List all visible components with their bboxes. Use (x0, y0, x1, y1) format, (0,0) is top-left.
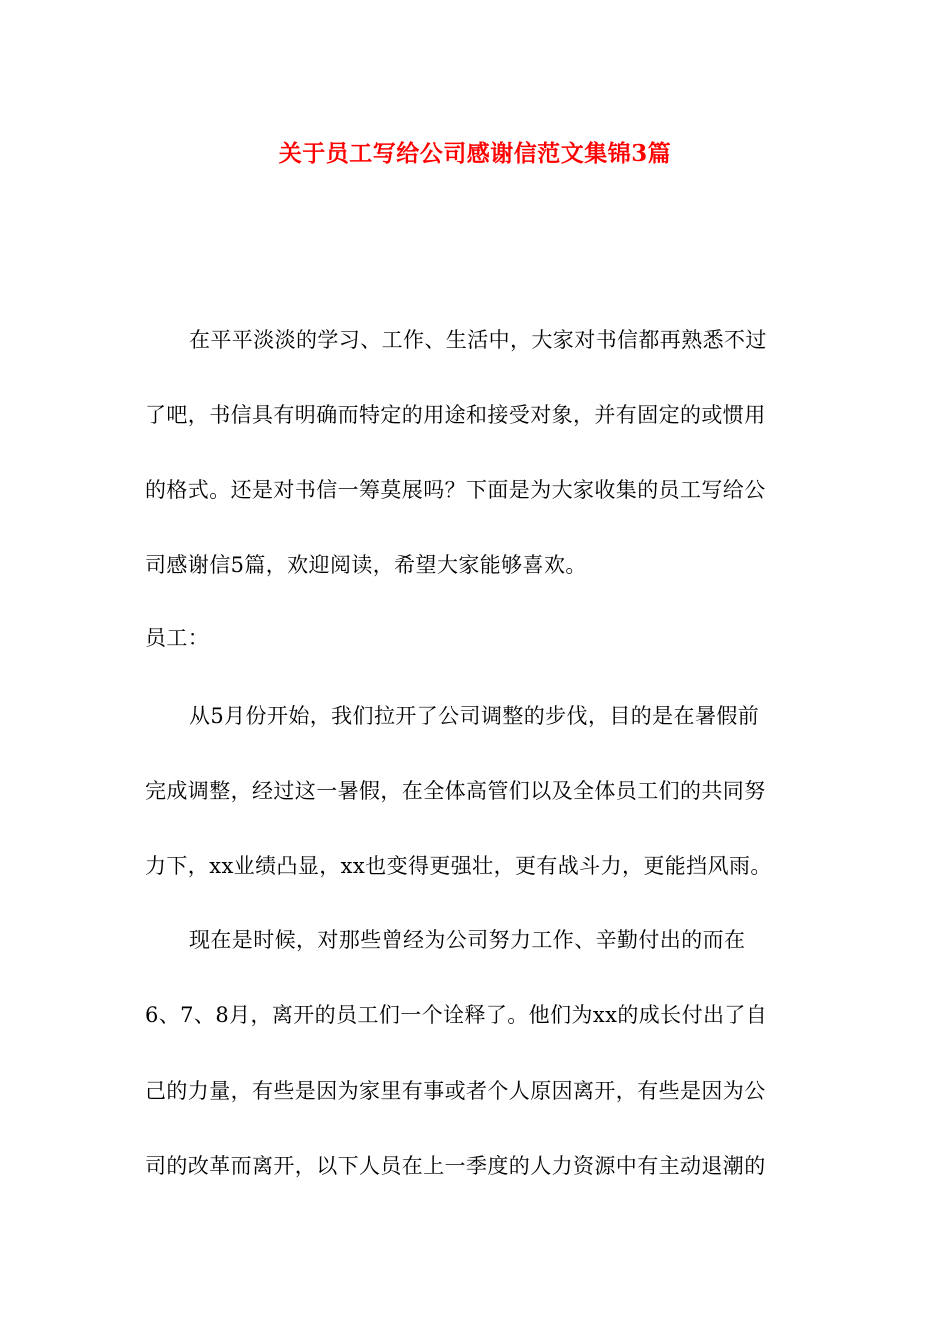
paragraph-line: 完成调整，经过这一暑假，在全体高管们以及全体员工们的共同努 (145, 779, 766, 803)
paragraph-line: 己的力量，有些是因为家里有事或者个人原因离开，有些是因为公 (145, 1079, 766, 1103)
salutation-line: 员工： (145, 626, 210, 650)
paragraph-line: 从5月份开始，我们拉开了公司调整的步伐，目的是在暑假前 (189, 704, 760, 728)
paragraph-line: 6、7、8月，离开的员工们一个诠释了。他们为xx的成长付出了自 (145, 1003, 768, 1027)
paragraph-line: 司的改革而离开，以下人员在上一季度的人力资源中有主动退潮的 (145, 1154, 766, 1178)
paragraph-line: 了吧，书信具有明确而特定的用途和接受对象，并有固定的或惯用 (145, 403, 766, 427)
paragraph-line: 力下，xx业绩凸显，xx也变得更强壮，更有战斗力，更能挡风雨。 (145, 854, 772, 878)
paragraph-line: 在平平淡淡的学习、工作、生活中，大家对书信都再熟悉不过 (189, 328, 767, 352)
paragraph-line: 现在是时候，对那些曾经为公司努力工作、辛勤付出的而在 (189, 928, 746, 952)
paragraph-line: 司感谢信5篇，欢迎阅读，希望大家能够喜欢。 (145, 553, 587, 577)
paragraph-line: 的格式。还是对书信一筹莫展吗？下面是为大家收集的员工写给公 (145, 478, 766, 502)
document-title: 关于员工写给公司感谢信范文集锦3篇 (278, 140, 672, 167)
